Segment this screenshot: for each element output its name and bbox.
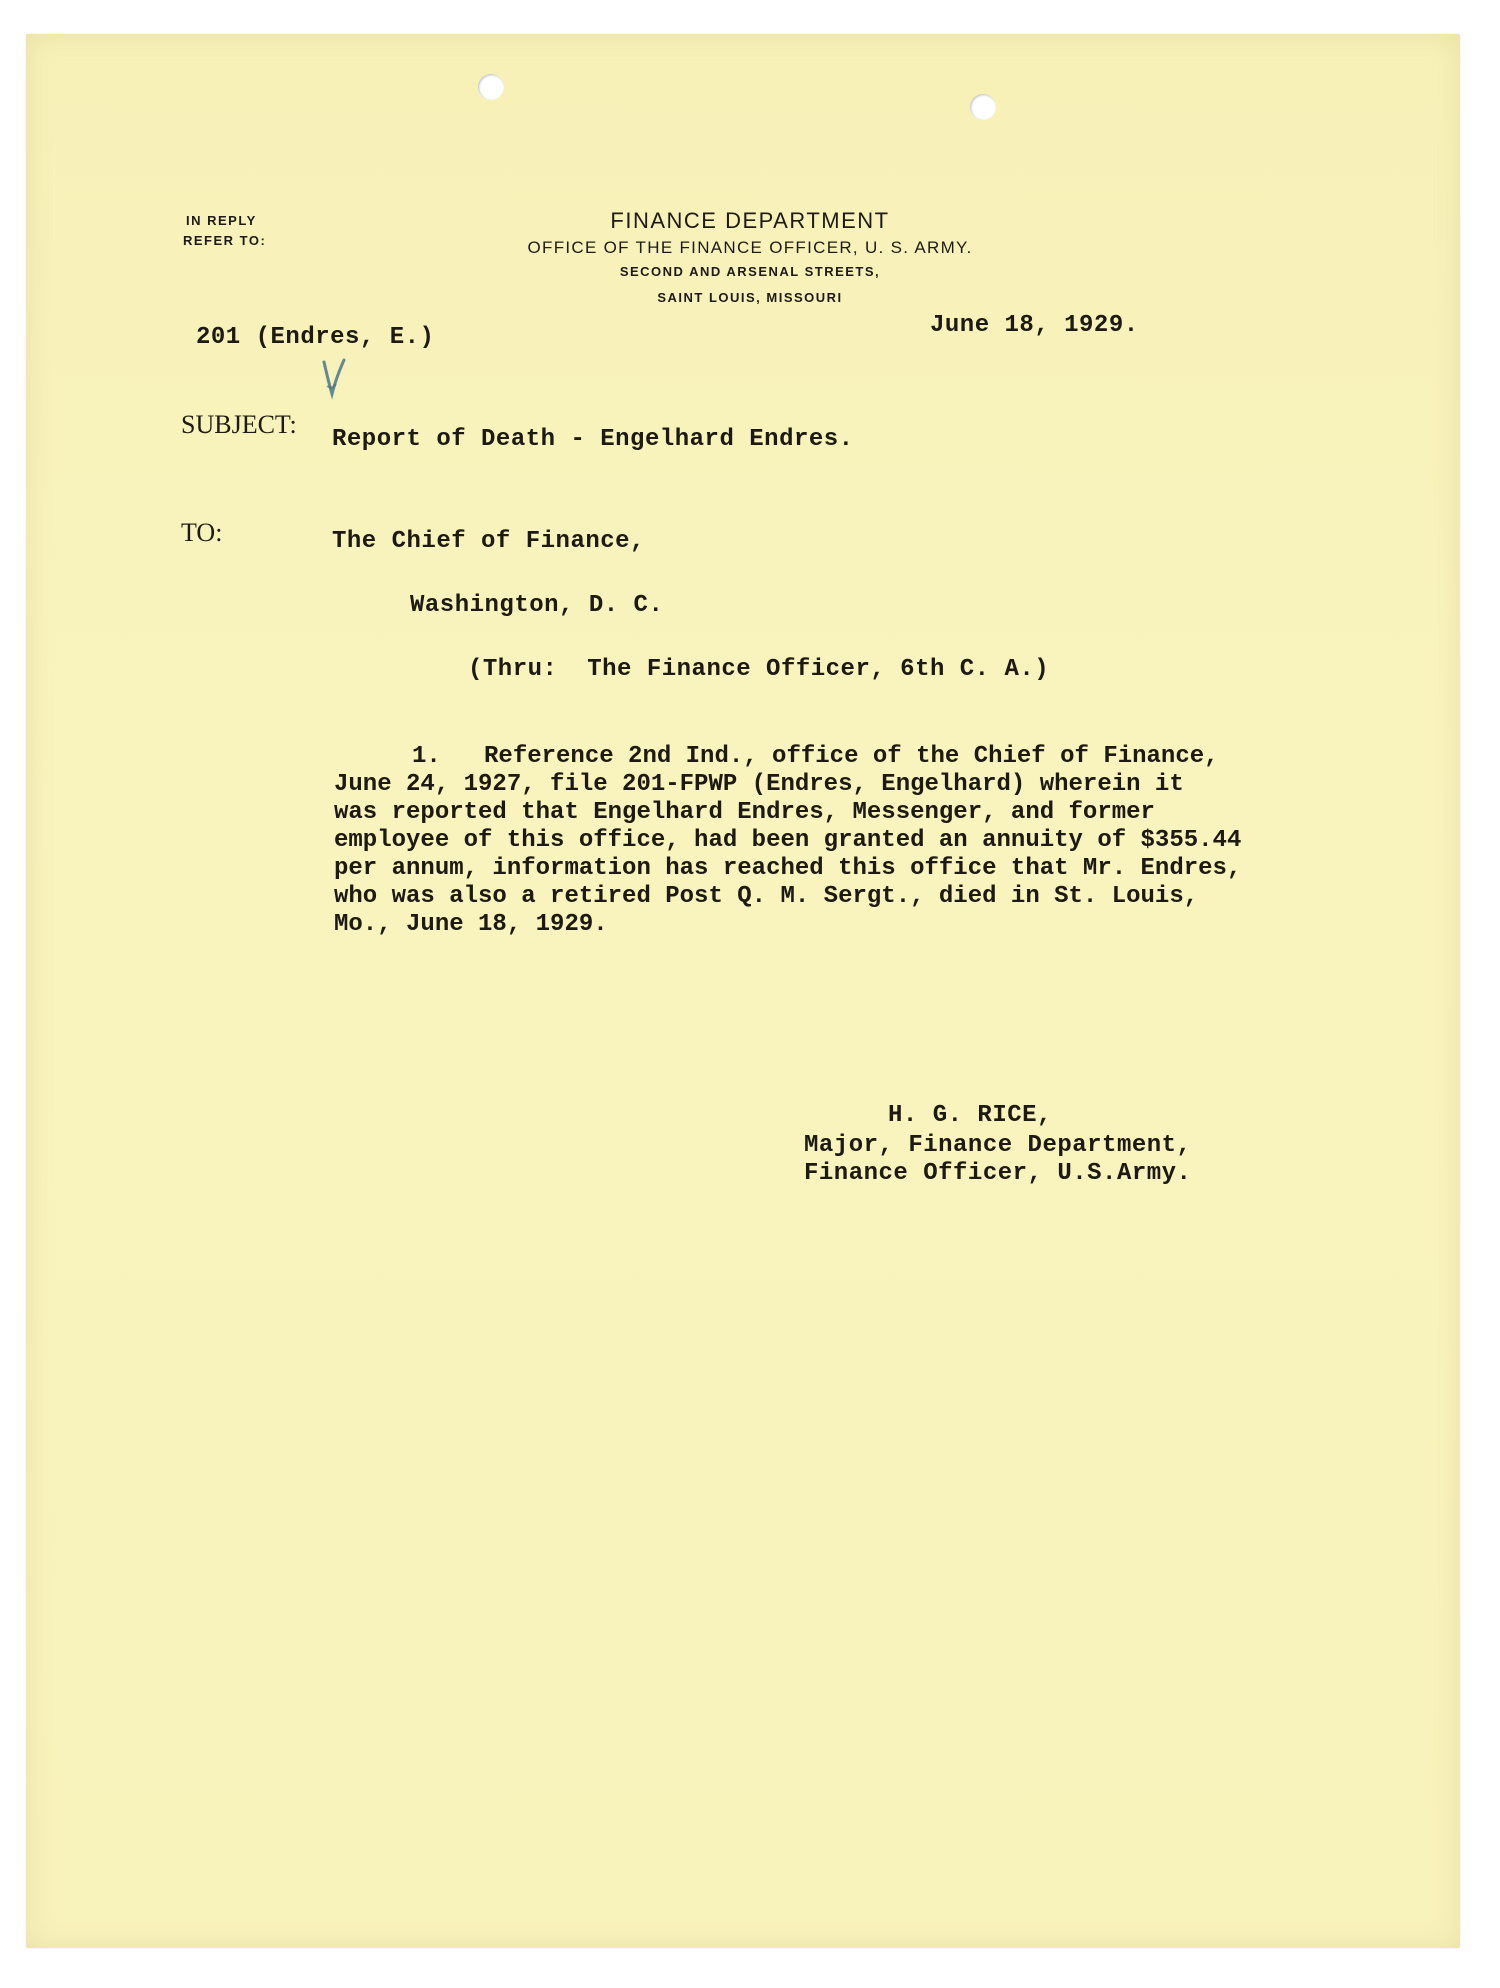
- recipient-line3: (Thru: The Finance Officer, 6th C. A.): [468, 656, 1050, 683]
- signature-title1: Major, Finance Department,: [804, 1132, 1192, 1159]
- body-line: employee of this office, had been granted an annuity of $355.44: [334, 827, 1242, 854]
- streets-heading: SECOND AND ARSENAL STREETS,: [619, 264, 881, 279]
- signature-name: H. G. RICE,: [888, 1102, 1052, 1129]
- recipient-line1: The Chief of Finance,: [332, 528, 645, 555]
- body-line: was reported that Engelhard Endres, Messenger, and former: [334, 799, 1155, 826]
- city-heading: SAINT LOUIS, MISSOURI: [657, 290, 843, 305]
- reply-label-line2: REFER TO:: [183, 233, 267, 248]
- file-reference: 201 (Endres, E.): [196, 324, 435, 351]
- office-heading: OFFICE OF THE FINANCE OFFICER, U. S. ARMY.: [527, 238, 973, 257]
- punch-hole-right: [970, 94, 996, 120]
- signature-title2: Finance Officer, U.S.Army.: [804, 1160, 1192, 1187]
- department-heading: FINANCE DEPARTMENT: [610, 208, 890, 233]
- letter-paper: [26, 34, 1460, 1948]
- recipient-line2: Washington, D. C.: [410, 592, 664, 619]
- body-line: per annum, information has reached this office that Mr. Endres,: [334, 855, 1242, 882]
- punch-hole-left: [478, 74, 504, 100]
- to-label: TO:: [181, 518, 223, 547]
- reply-label-line1: IN REPLY: [186, 213, 257, 228]
- check-mark-icon: [318, 356, 348, 402]
- letter-date: June 18, 1929.: [930, 312, 1139, 339]
- body-line: 1. Reference 2nd Ind., office of the Chief of Finance,: [412, 743, 1219, 770]
- subject-text: Report of Death - Engelhard Endres.: [332, 426, 854, 453]
- body-line: who was also a retired Post Q. M. Sergt., died in St. Louis,: [334, 883, 1199, 910]
- body-line: Mo., June 18, 1929.: [334, 911, 608, 938]
- subject-label: SUBJECT:: [181, 410, 297, 439]
- body-line: June 24, 1927, file 201-FPWP (Endres, Engelhard) wherein it: [334, 771, 1184, 798]
